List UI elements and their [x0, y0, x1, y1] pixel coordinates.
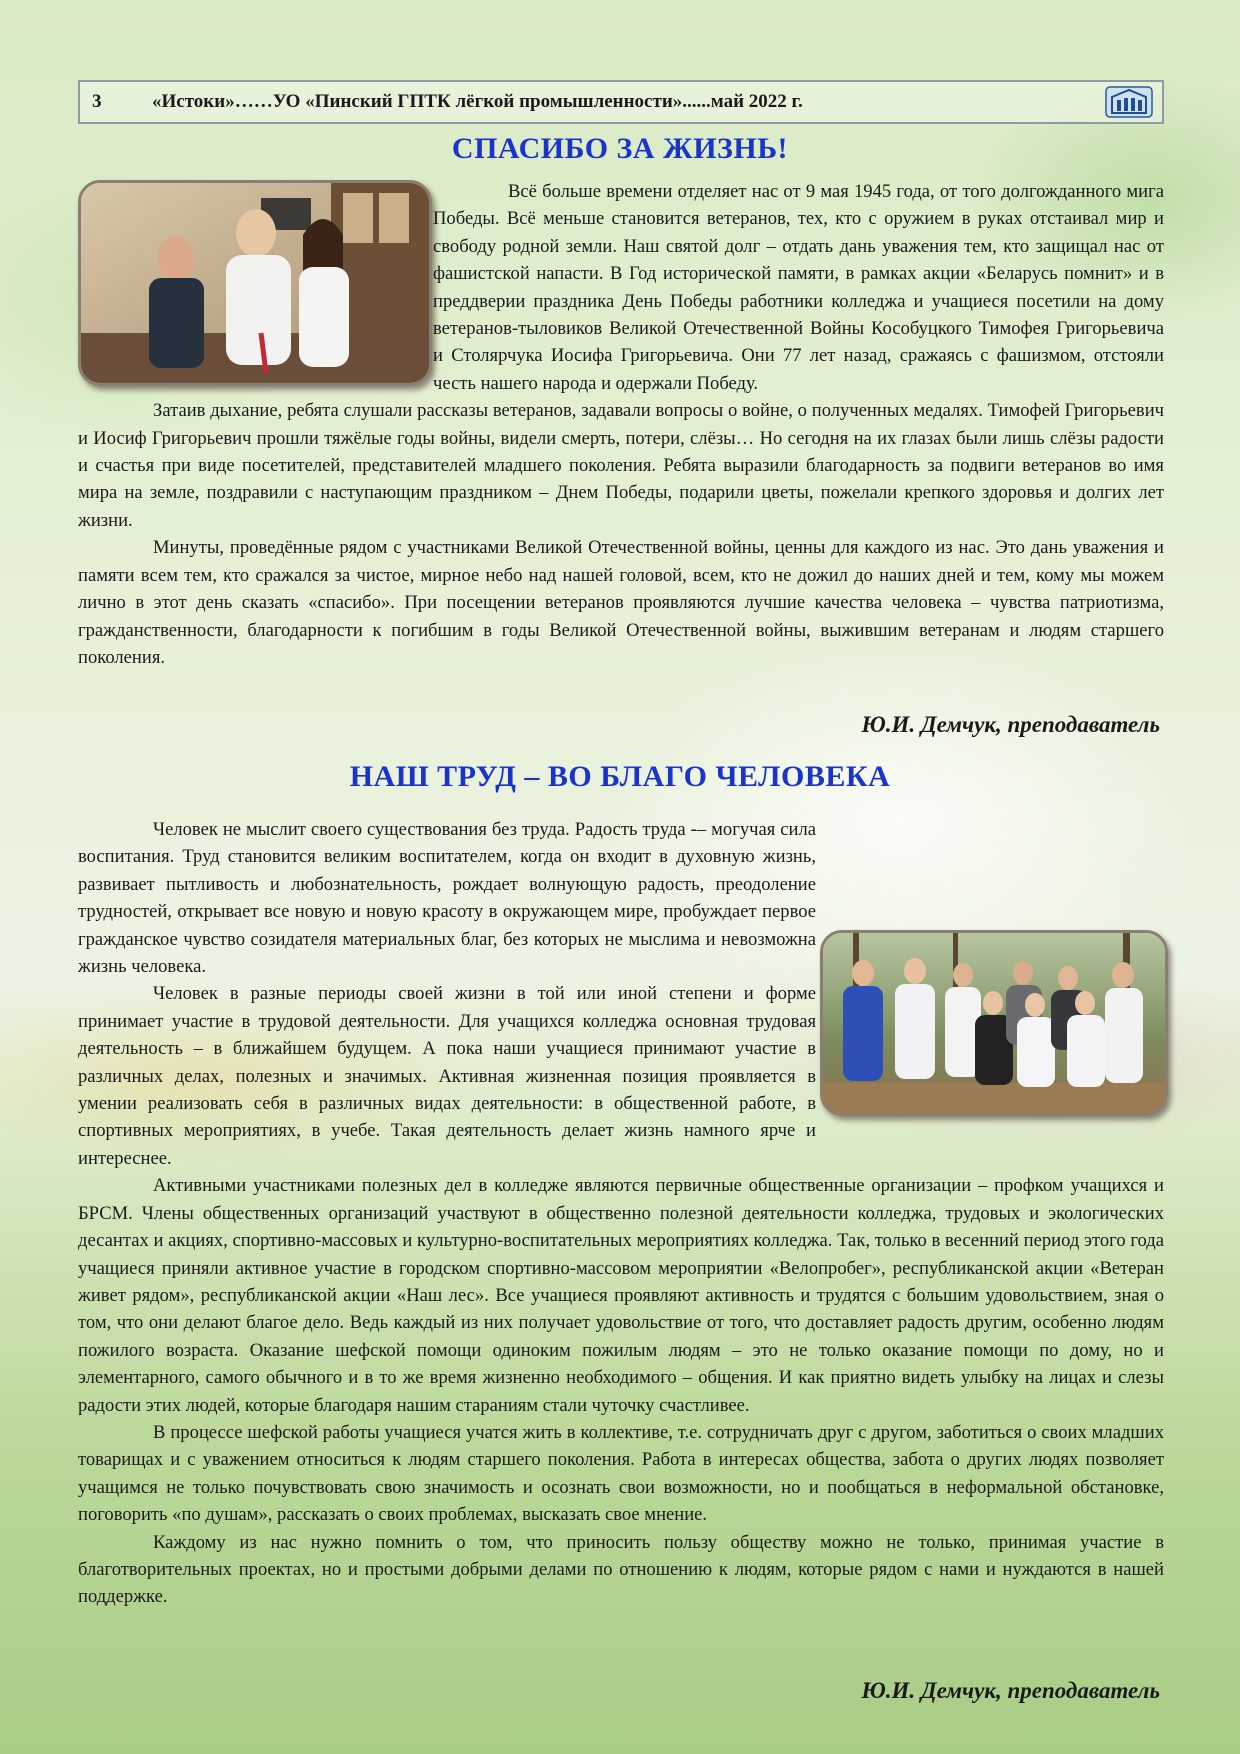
article-2-body — [78, 816, 1164, 1611]
article-2-signature: Ю.И. Демчук, преподаватель — [861, 1678, 1160, 1703]
article-2-paragraph: Активными участниками полезных дел в колледже являются первичные общественные организации – профком учащихся и БРСМ. Члены общественных организаций участвуют в общественно полезной деятельности колледжа, трудовых и экологических десантах и акциях, спортивно-массовых и культурно-воспитательных мероприятиях колледжа. Так, только в весенний период этого года учащиеся приняли активное участие в городском спортивно-массовом мероприятии «Велопробег», республиканской акции «Ветеран живет рядом», республиканской акции «Наш лес». Все учащиеся проявляют активность и трудятся с большим удовольствием, зная о том, что они делают благое дело. Ведь каждый из них получает удовольствие от того, что доставляет радость другим, особенно людям пожилого возраста. Оказание шефской помощи одиноким пожилым людям – это не только оказание помощи по дому, но и элементарного, самого обычного и в то же время жизненно необходимого – общения. И как приятно видеть улыбку на лицах и слезы радости этих людей, которые благодаря нашим стараниям стали чуточку счастливее. — [78, 1175, 1164, 1416]
article-2-paragraph: В процессе шефской работы учащиеся учатся жить в коллективе, т.е. сотрудничать друг с другом, заботиться о своих младших товарищах и с уважением относиться к людям старшего поколения. Работа в интересах общества, забота о других людях позволяет учащимся не только почувствовать свою значимость и осознать свои возможности, но и пообщаться в неформальной обстановке, поговорить «по душам», рассказать о своих проблемах, высказать свое мнение. — [78, 1421, 1164, 1526]
article-1-paragraph: Затаив дыхание, ребята слушали рассказы ветеранов, задавали вопросы о войне, о полученных медалях. Тимофей Григорьевич и Иосиф Григорьевич прошли тяжёлые годы войны, видели смерть, потери, слёзы… Но сегодня на их глазах были лишь слёзы радости и счастья при виде посетителей, представителей младшего поколения. Ребята выразили благодарность за подвиги ветеранов во имя мира на земле, поздравили с наступающим праздником – Днем Победы, подарили цветы, пожелали крепкого здоровья и долгих лет жизни. — [78, 400, 1164, 531]
article-1-photo-spacer — [78, 178, 433, 390]
college-building-logo-icon — [1104, 85, 1154, 119]
article-1-title: СПАСИБО ЗА ЖИЗНЬ! — [451, 132, 789, 165]
article-1-body — [78, 178, 1164, 671]
article-1-signature: Ю.И. Демчук, преподаватель — [861, 712, 1160, 737]
article-1-paragraph: Всё больше времени отделяет нас от 9 мая 1945 года, от того долгожданного мига Победы. Всё меньше становится ветеранов, тех, кто с оружием в руках отстаивал мир и свободу родной земли. Наш святой долг – отдать дань уважения тем, кто защищал нас от фашистской напасти. В Год исторической памяти, в рамках акции «Беларусь помнит» и в преддверии праздника День Победы работники колледжа и учащиеся посетили на дому ветеранов-тыловиков Великой Отечественной Войны Кособуцкого Тимофея Григорьевича и Столярчука Иосифа Григорьевича. Они 77 лет назад, сражаясь с фашизмом, отстояли честь нашего народа и одержали Победу. — [433, 181, 1164, 394]
page-number: 3 — [92, 91, 102, 112]
article-2-paragraph: Каждому из нас нужно помнить о том, что приносить пользу обществу можно не только, принимая участие в благотворительных проектах, но и простыми добрыми делами по отношению к людям, которые рядом с нами и нуждаются в нашей поддержке. — [78, 1531, 1164, 1608]
article-1-paragraph: Минуты, проведённые рядом с участниками Великой Отечественной войны, ценны для каждого из нас. Это дань уважения и памяти всем тем, кто сражался за чистое, мирное небо над нашей головой, всем, кто не дожил до наших дней и тем, кому мы можем лично в этот день сказать «спасибо». При посещении ветеранов проявляются лучшие качества человека – чувства патриотизма, гражданственности, благодарности к погибшим в годы Великой Отечественной войны, выжившим ветеранам и людям старшего поколения. — [78, 537, 1164, 668]
article-2-paragraph: Человек в разные периоды своей жизни в той или иной степени и форме принимает участие в трудовой деятельности. Для учащихся колледжа основная трудовая деятельность – в ближайшем будущем. А пока наши учащиеся принимают участие в различных делах, полезных и значимых. Активная жизненная позиция проявляется в умении реализовать себя в различных видах деятельности: в общественной работе, в спортивных мероприятиях, в учебе. Такая деятельность делает жизнь намного ярче и интереснее. — [78, 983, 816, 1169]
article-2-title: НАШ ТРУД – ВО БЛАГО ЧЕЛОВЕКА — [349, 760, 891, 793]
article-2-photo-spacer — [816, 926, 1164, 1118]
article-2-paragraph: Человек не мыслит своего существования без труда. Радость труда -– могучая сила воспитания. Труд становится великим воспитателем, когда он входит в духовную жизнь, развивает пытливость и любознательность, рождает волнующую радость, преодоление трудностей, открывает все новую и новую красоту в окружающем мире, пробуждает первое гражданское чувство созидателя материальных благ, без которых не мыслима и невозможна жизнь человека. — [78, 819, 816, 978]
page-header — [78, 80, 1164, 124]
header-text: «Истоки»……УО «Пинский ГПТК лёгкой промышленности»......май 2022 г. — [152, 91, 803, 112]
